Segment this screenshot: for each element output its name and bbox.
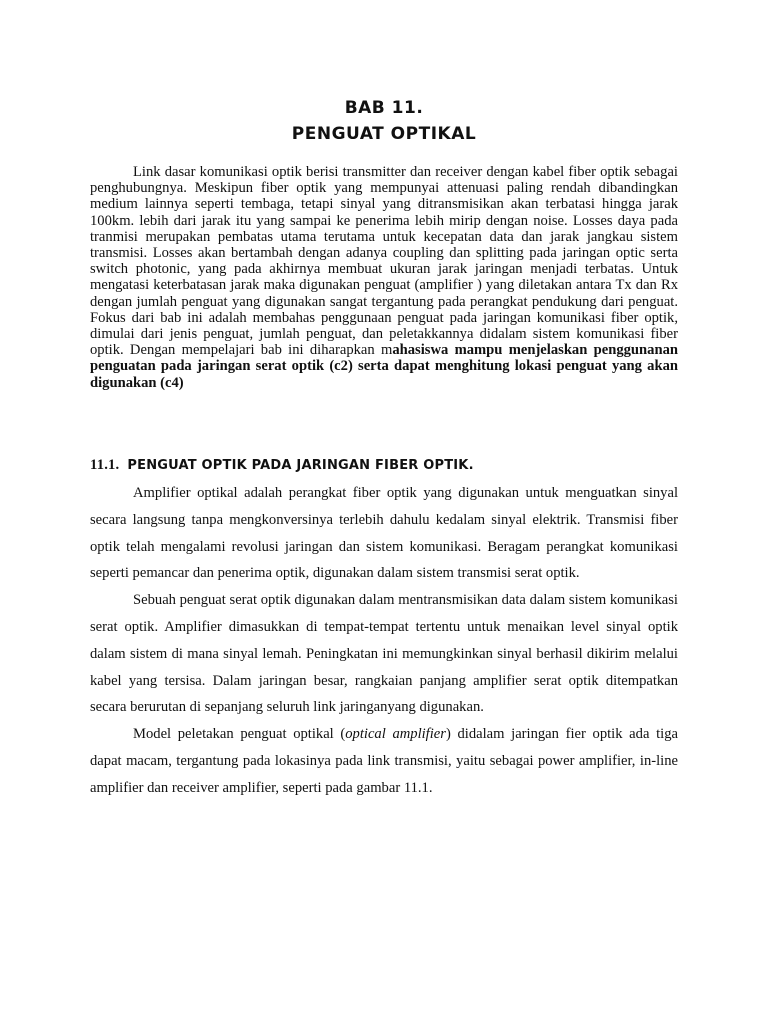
paragraph-3-italic: optical amplifier bbox=[345, 726, 446, 743]
paragraph-3-end: ) didalam jaringan fier optik ada tiga dapat macam, tergantung pada lokasinya pada link transmisi, yaitu sebagai power amplifier, in-line amplifier dan receiver amplifier, seperti pada gambar 11.1. bbox=[90, 726, 678, 796]
intro-paragraph bbox=[90, 164, 678, 391]
chapter-title: PENGUAT OPTIKAL bbox=[291, 124, 477, 144]
intro-text: Link dasar komunikasi optik berisi transmitter dan receiver dengan kabel fiber optik sebagai penghubungnya. Meskipun fiber optik yang mempunyai attenuasi paling rendah dibandingkan medium lainnya seperti tembaga, tetapi sinyal yang ditransmisikan akan terbatasi hingga jarak 100km. lebih dari jarak itu yang sampai ke penerima lebih mirip dengan noise. Losses daya pada tranmisi merupakan pembatas utama terutama untuk kecepatan data dan jarak jangkau sistem transmisi. Losses akan bertambah dengan adanya coupling dan splitting pada jaringan optic serta switch photonic, yang pada akhirnya membuat ukuran jarak jaringan menjadi terbatas. Untuk mengatasi keterbatasan jarak maka digunakan penguat (amplifier ) yang diletakan antara Tx dan Rx dengan jumlah penguat yang digunakan sangat tergantung pada perangkat pendukung dari penguat. Fokus dari bab ini adalah membahas penggunaan penguat pada jaringan komunikasi fiber optik, dimulai dari jenis penguat, jumlah penguat, dan peletakkannya didalam sistem komunikasi fiber optik. Dengan mempelajari bab ini diharapkan m bbox=[90, 164, 678, 359]
section-number: 11.1. bbox=[90, 457, 120, 473]
paragraph-3 bbox=[90, 721, 678, 801]
section-title: PENGUAT OPTIK PADA JARINGAN FIBER OPTIK. bbox=[127, 458, 474, 473]
section-heading bbox=[90, 457, 474, 474]
paragraph-2: Sebuah penguat serat optik digunakan dalam mentransmisikan data dalam sistem komunikasi serat optik. Amplifier dimasukkan di tempat-tempat tertentu untuk menaikan level sinyal optik dalam sistem di mana sinyal lemah. Peningkatan ini memungkinkan sinyal berhasil dikirim melalui kabel yang tersisa. Dalam jaringan besar, rangkaian panjang amplifier serat optik ditempatkan secara berurutan di sepanjang seluruh link jaringanyang digunakan. bbox=[90, 592, 678, 716]
chapter-heading: BAB 11. bbox=[344, 98, 424, 118]
paragraph-1: Amplifier optikal adalah perangkat fiber optik yang digunakan untuk menguatkan sinyal secara langsung tanpa mengkonversinya terlebih dahulu kedalam sinyal elektrik. Transmisi fiber optik telah mengalami revolusi jaringan dan sistem komunikasi. Beragam perangkat komunikasi seperti pemancar dan penerima optik, digunakan dalam sistem transmisi serat optik. bbox=[90, 485, 678, 582]
section-body bbox=[90, 480, 678, 802]
intro-objective-bold: ahasiswa mampu menjelaskan penggunanan penguatan pada jaringan serat optik (c2) serta dapat menghitung lokasi penguat yang akan digunakan (c4) bbox=[90, 342, 678, 391]
paragraph-3-start: Model peletakan penguat optikal ( bbox=[133, 726, 346, 743]
